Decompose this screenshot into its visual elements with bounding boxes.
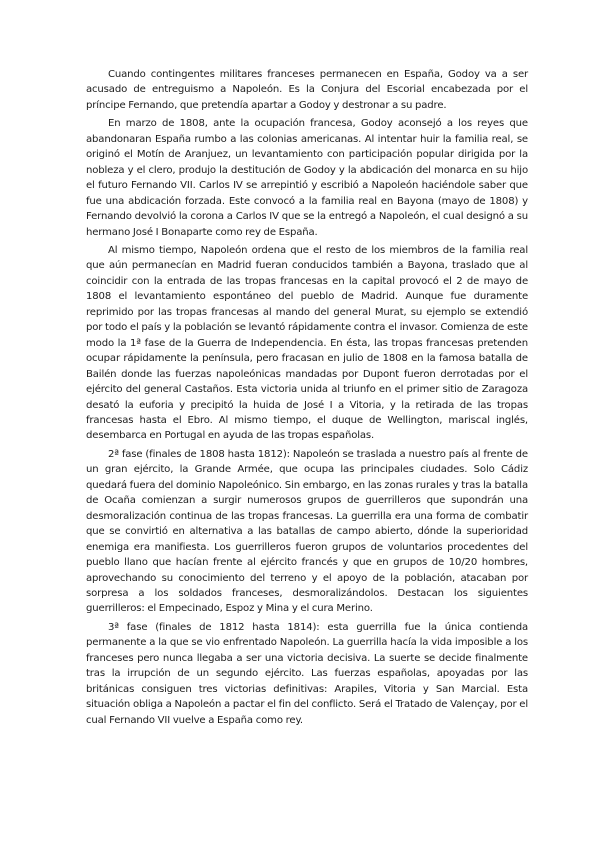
paragraph-conjura-escorial: Cuando contingentes militares franceses permanecen en España, Godoy va a ser acusado de entreguismo a Napoleón. Es la Conjura del Escorial encabezada por el príncipe Fernando, que pretendía apartar a Godoy y destronar a su padre.	[86, 69, 528, 111]
paragraph-tercera-fase: 3ª fase (finales de 1812 hasta 1814): esta guerrilla fue la única contienda permanente a la que se vio enfrentado Napoleón. La guerrilla hacía la vida imposible a los franceses pero nunca llegaba a ser una victoria decisiva. La suerte se decide finalmente tras la irrupción de un segundo ejército. Las fuerzas españolas, apoyadas por las británicas consiguen tres victorias definitivas: Arapiles, Vitoria y San Marcial. Esta situación obliga a Napoleón a pactar el fin del conflicto. Será el Tratado de Valençay, por el cual Fernando VII vuelve a España como rey.	[86, 621, 528, 726]
paragraph-motin-aranjuez: En marzo de 1808, ante la ocupación francesa, Godoy aconsejó a los reyes que abandonaran España rumbo a las colonias americanas. Al intentar huir la familia real, se originó el Motín de Aranjuez, un levantamiento con participación popular dirigida por la nobleza y el clero, produjo la destitución de Godoy y la abdicación del monarca en su hijo el futuro Fernando VII. Carlos IV se arrepintió y escribió a Napoleón haciéndole saber que fue una abdicación forzada. Este convocó a la familia real en Bayona (mayo de 1808) y Fernando devolvió la corona a Carlos IV que se la entregó a Napoleón, el cual designó a su hermano José I Bonaparte como rey de España.	[86, 118, 528, 238]
paragraph-primera-fase: Al mismo tiempo, Napoleón ordena que el resto de los miembros de la familia real que aún permanecían en Madrid fueran conducidos también a Bayona, traslado que al coincidir con la entrada de las tropas francesas en la capital provocó el 2 de mayo de 1808 el levantamiento espontáneo del pueblo de Madrid. Aunque fue duramente reprimido por las tropas francesas al mando del general Murat, su ejemplo se extendió por todo el país y la población se levantó rápidamente contra el invasor. Comienza de este modo la 1ª fase de la Guerra de Independencia. En ésta, las tropas francesas pretenden ocupar rápidamente la península, pero fracasan en julio de 1808 en la famosa batalla de Bailén donde las fuerzas napoleónicas mandadas por Dupont fueron derrotadas por el ejército del general Castaños. Esta victoria unida al triunfo en el primer sitio de Zaragoza desató la euforia y precipitó la huida de José I a Vitoria, y la retirada de las tropas francesas hasta el Ebro. Al mismo tiempo, el duque de Wellington, mariscal inglés, desembarca en Portugal en ayuda de las tropas españolas.	[86, 244, 528, 442]
document-body	[86, 67, 528, 731]
paragraph-segunda-fase: 2ª fase (finales de 1808 hasta 1812): Napoleón se traslada a nuestro país al frente de un gran ejército, la Grande Armée, que ocupa las principales ciudades. Solo Cádiz quedará fuera del dominio Napoleónico. Sin embargo, en las zonas rurales y tras la batalla de Ocaña comienzan a surgir numerosos grupos de guerrilleros que supondrán una desmoralización continua de las tropas francesas. La guerrilla era una forma de combatir que se convirtió en alternativa a las batallas de campo abierto, dónde la superioridad enemiga era manifiesta. Los guerrilleros fueron grupos de voluntarios procedentes del pueblo llano que hacían frente al ejército francés y que en grupos de 10/20 hombres, aprovechando su conocimiento del terreno y el apoyo de la población, atacaban por sorpresa a los soldados franceses, desmoralizándolos. Destacan los siguientes guerrilleros: el Empecinado, Espoz y Mina y el cura Merino.	[86, 448, 528, 615]
